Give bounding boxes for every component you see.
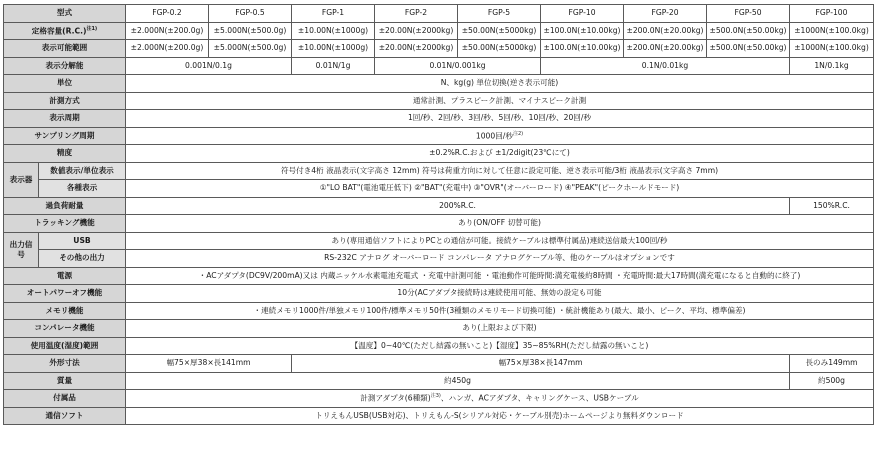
spec-table xyxy=(3,4,874,425)
label-resolution: 表示分解能 xyxy=(4,57,126,75)
label-sampling: サンプリング周期 xyxy=(4,127,126,145)
model-cell: FGP-5 xyxy=(458,5,541,23)
unit-value: N、kg(g) 単位切換(逆さ表示可能) xyxy=(126,75,874,93)
model-cell: FGP-1 xyxy=(292,5,375,23)
overload-value: 200%R.C. xyxy=(126,197,790,215)
method-value: 通常計測、プラスピーク計測、マイナスピーク計測 xyxy=(126,92,874,110)
label-temperature: 使用温度(湿度)範囲 xyxy=(4,337,126,355)
row-display-range xyxy=(4,40,874,58)
label-display-range: 表示可能範囲 xyxy=(4,40,126,58)
row-temperature xyxy=(4,337,874,355)
row-method xyxy=(4,92,874,110)
row-usb xyxy=(4,232,874,250)
capacity-cell: ±200.0N(±20.00kg) xyxy=(624,22,707,40)
row-numeric-display xyxy=(4,162,874,180)
row-unit xyxy=(4,75,874,93)
accessories-value: 計測アダプタ(6種類)$^{注3)}$、ハンガ、ACアダプタ、キャリングケース、USBケーブル xyxy=(126,390,874,408)
range-cell: ±5.000N(±500.0g) xyxy=(209,40,292,58)
sampling-value: 1000回/秒$^{注2)}$ xyxy=(126,127,874,145)
model-cell: FGP-0.2 xyxy=(126,5,209,23)
resolution-cell: 0.01N/0.001kg xyxy=(375,57,541,75)
row-accessories xyxy=(4,390,874,408)
usb-value: あり(専用通信ソフトによりPCとの通信が可能。接続ケーブルは標準付属品)連続送信最大100回/秒 xyxy=(126,232,874,250)
capacity-cell: ±100.0N(±10.00kg) xyxy=(541,22,624,40)
resolution-cell: 1N/0.1kg xyxy=(790,57,874,75)
range-cell: ±20.00N(±2000kg) xyxy=(375,40,458,58)
capacity-cell: ±20.00N(±2000kg) xyxy=(375,22,458,40)
capacity-cell: ±2.000N(±200.0g) xyxy=(126,22,209,40)
weight-value: 約450g xyxy=(126,372,790,390)
model-cell: FGP-2 xyxy=(375,5,458,23)
dimensions-value: 長のみ149mm xyxy=(790,355,874,373)
label-unit: 単位 xyxy=(4,75,126,93)
label-overload: 過負荷耐量 xyxy=(4,197,126,215)
row-sampling xyxy=(4,127,874,145)
row-auto-power-off xyxy=(4,285,874,303)
memory-value: ・連続メモリ1000件/単独メモリ100件/標準メモリ50件(3種類のメモリモード切換可能) ・統計機能あり(最大、最小、ピーク、平均、標準偏差) xyxy=(126,302,874,320)
row-dimensions xyxy=(4,355,874,373)
numeric-display-value: 符号付き4桁 液晶表示(文字高さ 12mm) 符号は荷重方向に対して任意に設定可能、逆さ表示可能/3桁 液晶表示(文字高さ 7mm) xyxy=(126,162,874,180)
row-overload xyxy=(4,197,874,215)
range-cell: ±500.0N(±50.00kg) xyxy=(707,40,790,58)
range-cell: ±50.00N(±5000kg) xyxy=(458,40,541,58)
row-rated-capacity xyxy=(4,22,874,40)
label-display-cycle: 表示周期 xyxy=(4,110,126,128)
capacity-cell: ±50.00N(±5000kg) xyxy=(458,22,541,40)
comparator-value: あり(上限および下限) xyxy=(126,320,874,338)
row-memory xyxy=(4,302,874,320)
footnote-marker: 注2) xyxy=(512,130,524,137)
row-weight xyxy=(4,372,874,390)
label-weight: 質量 xyxy=(4,372,126,390)
label-model: 型式 xyxy=(4,5,126,23)
model-cell: FGP-100 xyxy=(790,5,874,23)
range-cell: ±100.0N(±10.00kg) xyxy=(541,40,624,58)
auto-power-off-value: 10分(ACアダプタ接続時は連続使用可能、無効の設定も可能 xyxy=(126,285,874,303)
indicators-value: ①"LO BAT"(電池電圧低下) ②"BAT"(充電中) ③"OVR"(オーバーロード) ④"PEAK"(ピークホールドモード) xyxy=(126,180,874,198)
row-power xyxy=(4,267,874,285)
footnote-marker: 注3) xyxy=(430,393,441,400)
label-usb: USB xyxy=(39,232,126,250)
capacity-cell: ±500.0N(±50.00kg) xyxy=(707,22,790,40)
other-output-value: RS-232C アナログ オーバーロード コンパレータ アナログケーブル等、他のケーブルはオプションです xyxy=(126,250,874,268)
weight-value: 約500g xyxy=(790,372,874,390)
label-display-group: 表示器 xyxy=(4,162,39,197)
row-indicators xyxy=(4,180,874,198)
label-method: 計測方式 xyxy=(4,92,126,110)
row-display-cycle xyxy=(4,110,874,128)
overload-value: 150%R.C. xyxy=(790,197,874,215)
resolution-cell: 0.01N/1g xyxy=(292,57,375,75)
label-power: 電源 xyxy=(4,267,126,285)
label-tracking: トラッキング機能 xyxy=(4,215,126,233)
range-cell: ±2.000N(±200.0g) xyxy=(126,40,209,58)
row-comparator xyxy=(4,320,874,338)
model-cell: FGP-50 xyxy=(707,5,790,23)
row-software xyxy=(4,407,874,425)
label-comparator: コンパレータ機能 xyxy=(4,320,126,338)
label-output-group: 出力信号 xyxy=(4,232,39,267)
power-value: ・ACアダプタ(DC9V/200mA)又は 内蔵ニッケル水素電池充電式 ・充電中計測可能 ・電池動作可能時間:満充電後約8時間 ・充電時間:最大17時間(満充電になると自動的に終了) xyxy=(126,267,874,285)
capacity-cell: ±5.000N(±500.0g) xyxy=(209,22,292,40)
row-resolution xyxy=(4,57,874,75)
dimensions-value: 幅75×厚38×長147mm xyxy=(292,355,790,373)
label-accessories: 付属品 xyxy=(4,390,126,408)
label-memory: メモリ機能 xyxy=(4,302,126,320)
label-auto-power-off: オートパワーオフ機能 xyxy=(4,285,126,303)
display-cycle-value: 1回/秒、2回/秒、3回/秒、5回/秒、10回/秒、20回/秒 xyxy=(126,110,874,128)
label-other-output: その他の出力 xyxy=(39,250,126,268)
row-model xyxy=(4,5,874,23)
temperature-value: 【温度】0~40℃(ただし結露の無いこと)【湿度】35~85%RH(ただし結露の無いこと) xyxy=(126,337,874,355)
software-value: トリえもんUSB(USB対応)、トリえもん-S(シリアル対応・ケーブル別売)ホームページより無料ダウンロード xyxy=(126,407,874,425)
model-cell: FGP-10 xyxy=(541,5,624,23)
resolution-cell: 0.1N/0.01kg xyxy=(541,57,790,75)
label-numeric-display: 数値表示/単位表示 xyxy=(39,162,126,180)
label-rated-capacity: 定格容量$(R.C.)^{注1)}$ xyxy=(4,22,126,40)
capacity-cell: ±10.00N(±1000g) xyxy=(292,22,375,40)
capacity-cell: ±1000N(±100.0kg) xyxy=(790,22,874,40)
range-cell: ±10.00N(±1000g) xyxy=(292,40,375,58)
footnote-marker: 注1) xyxy=(86,25,98,32)
label-software: 通信ソフト xyxy=(4,407,126,425)
range-cell: ±1000N(±100.0kg) xyxy=(790,40,874,58)
label-accuracy: 精度 xyxy=(4,145,126,163)
row-tracking xyxy=(4,215,874,233)
tracking-value: あり(ON/OFF 切替可能) xyxy=(126,215,874,233)
model-cell: FGP-20 xyxy=(624,5,707,23)
label-dimensions: 外形寸法 xyxy=(4,355,126,373)
row-accuracy xyxy=(4,145,874,163)
row-other-output xyxy=(4,250,874,268)
resolution-cell: 0.001N/0.1g xyxy=(126,57,292,75)
label-indicators: 各種表示 xyxy=(39,180,126,198)
dimensions-value: 幅75×厚38×長141mm xyxy=(126,355,292,373)
accuracy-value: ±0.2%R.C.および ±1/2digit(23℃にて) xyxy=(126,145,874,163)
model-cell: FGP-0.5 xyxy=(209,5,292,23)
range-cell: ±200.0N(±20.00kg) xyxy=(624,40,707,58)
